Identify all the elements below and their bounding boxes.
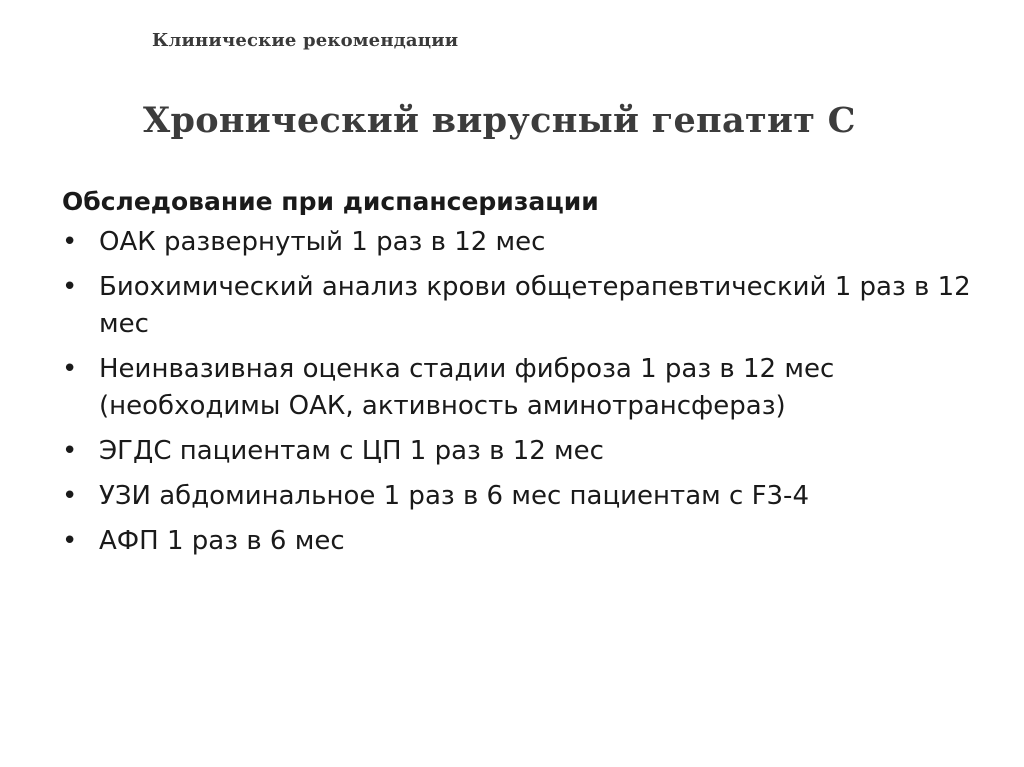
list-item-text: Биохимический анализ крови общетерапевтический 1 раз в 12 мес <box>99 272 971 339</box>
bullet-icon: • <box>62 526 78 556</box>
list-item <box>62 224 982 261</box>
list-item <box>62 269 979 343</box>
scanned-title: Хронический вирусный гепатит С <box>143 100 856 141</box>
bullet-list <box>62 224 982 560</box>
list-item-text: АФП 1 раз в 6 мес <box>99 526 345 556</box>
list-item <box>62 433 982 470</box>
list-item <box>62 523 982 560</box>
scanned-subtitle: Клинические рекомендации <box>152 30 459 51</box>
list-item <box>62 478 982 515</box>
list-item-text: УЗИ абдоминальное 1 раз в 6 мес пациентам с F3-4 <box>99 481 809 511</box>
list-item <box>62 351 919 425</box>
bullet-icon: • <box>62 436 78 466</box>
list-item-text: Неинвазивная оценка стадии фиброза 1 раз в 12 мес (необходимы ОАК, активность аминотрансфераз) <box>99 354 835 421</box>
bullet-icon: • <box>62 227 78 257</box>
slide-content <box>62 182 982 568</box>
bullet-icon: • <box>62 354 78 384</box>
bullet-icon: • <box>62 481 78 511</box>
bullet-icon: • <box>62 272 78 302</box>
section-heading: Обследование при диспансеризации <box>62 187 599 216</box>
list-item-text: ОАК развернутый 1 раз в 12 мес <box>99 227 546 257</box>
list-item-text: ЭГДС пациентам с ЦП 1 раз в 12 мес <box>99 436 604 466</box>
